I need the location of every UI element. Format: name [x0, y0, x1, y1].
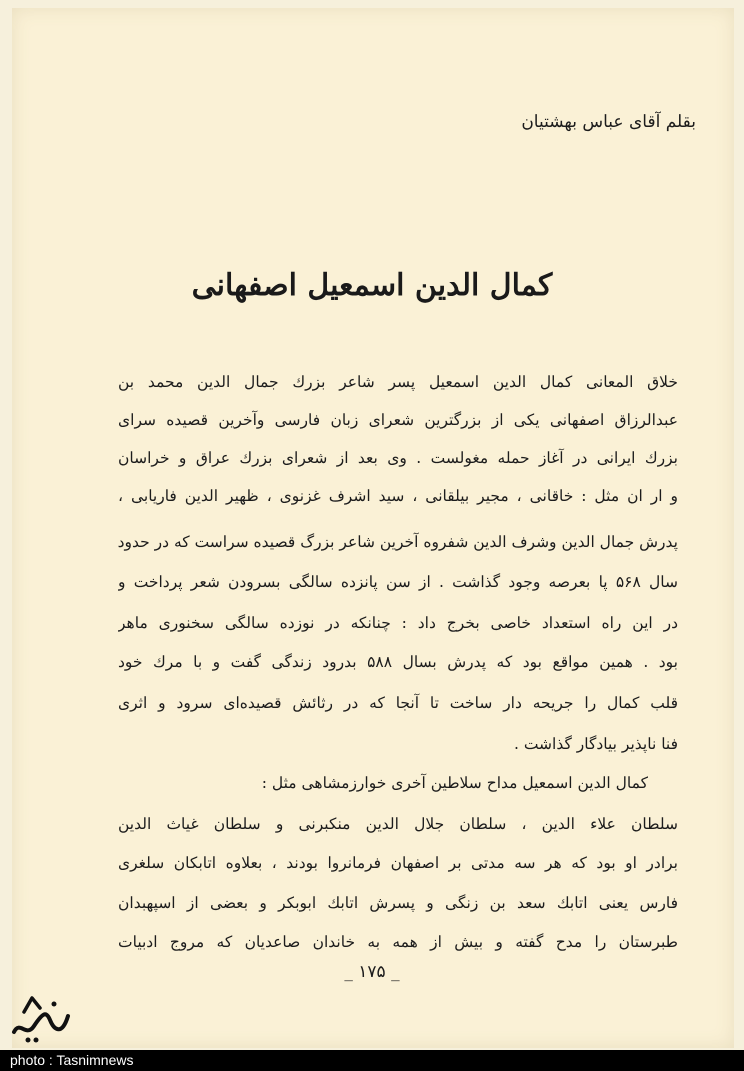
text-line: سلطان علاء الدین ، سلطان جلال الدین منکبرنی و سلطان غیاث الدین — [118, 815, 678, 833]
text-line: خلاق المعانی کمال الدین اسمعیل پسر شاعر بزرك جمال الدین محمد بن — [118, 373, 678, 391]
text-line: پدرش جمال الدین وشرف الدین شفروه آخرین شاعر بزرگ قصیده سراست که در حدود — [118, 533, 678, 551]
book-page — [12, 8, 734, 1048]
author-byline: بقلم آقای عباس بهشتیان — [521, 112, 696, 132]
text-line: بود . همین مواقع بود که پدرش بسال ۵۸۸ بدرود زندگی گفت و با مرك خود — [118, 653, 678, 671]
text-line: فارس یعنی اتابك سعد بن زنگی و پسرش اتابك ابوبکر و بعضی از اسپهبدان — [118, 894, 678, 912]
text-line: و ار ان مثل : خاقانی ، مجیر بیلقانی ، سید اشرف غزنوی ، ظهیر الدین فاریابی ، — [118, 487, 678, 505]
photo-credit-bar — [0, 1050, 744, 1071]
text-line: قلب کمال را جریحه دار ساخت تا آنجا که در رثائش قصیده‌ای سرود و اثری — [118, 694, 678, 712]
text-line: سال ۵۶۸ پا بعرصه وجود گذاشت . از سن پانزده سالگی بسرودن شعر پرداخت و — [118, 573, 678, 591]
text-line: فنا ناپذیر بیادگار گذاشت . — [513, 735, 678, 753]
text-line: برادر او بود که هر سه مدتی بر اصفهان فرمانروا بودند ، بعلاوه اتابکان سلغری — [118, 854, 678, 872]
photo-credit: photo : Tasnimnews — [10, 1052, 134, 1068]
page-number: _ ۱۷۵ _ — [344, 962, 400, 982]
tasnim-logo — [6, 990, 76, 1046]
text-line: طبرستان را مدح گفته و بیش از همه به خاندان صاعدیان که مروج ادبیات — [118, 933, 678, 951]
text-line: در این راه استعداد خاصی بخرج داد : چنانکه در نوزده سالگی سخنوری ماهر — [118, 614, 678, 632]
text-line: بزرك ایرانی در آغاز حمله مغولست . وی بعد از شعرای بزرك عراق و خراسان — [118, 449, 678, 467]
text-line: کمال الدین اسمعیل مداح سلاطین آخری خوارزمشاهی مثل : — [261, 774, 648, 792]
text-line: عبدالرزاق اصفهانی یکی از بزرگترین شعرای زبان فارسی وآخرین قصیده سرای — [118, 411, 678, 429]
article-title: کمال الدین اسمعیل اصفهانی — [191, 268, 553, 303]
